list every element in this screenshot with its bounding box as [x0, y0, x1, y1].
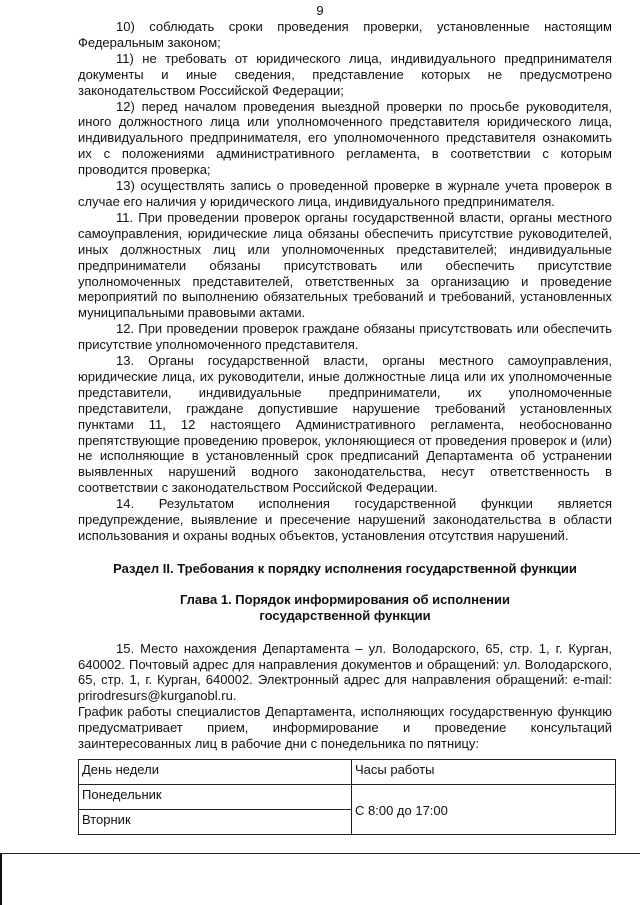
paragraph: 12. При проведении проверок граждане обязаны присутствовать или обеспечить присутствие уполномоченного представителя.: [78, 321, 612, 353]
section-heading: Раздел II. Требования к порядку исполнения государственной функции: [113, 560, 577, 576]
paragraph: 12) перед началом проведения выездной проверки по просьбе руководителя, иного должностного лица или уполномоченного представителя юридического лица, индивидуального предпринимателя, его уполномоченного представителя ознакомить их с положениями административного регламента, в соответствии с которым проводится проверка;: [78, 98, 612, 178]
table-header-day: День недели: [79, 760, 352, 785]
table-header-row: [79, 760, 616, 785]
table-cell-hours: С 8:00 до 17:00: [352, 785, 616, 835]
paragraph: 11. При проведении проверок органы государственной власти, органы местного самоуправления, юридические лица обязаны обеспечить присутствие руководителей, иных должностных лиц или уполномоченных представителей; индивидуальные предприниматели обязаны присутствовать или обеспечить присутствие уполномоченных представителей, ответственных за организацию и проведение мероприятий по выполнению обязательных требований и требований, установленных муниципальными правовыми актами.: [78, 209, 612, 321]
table-row: [79, 785, 616, 810]
table-header-hours: Часы работы: [352, 760, 616, 785]
table-cell-day: Понедельник: [79, 785, 352, 810]
paragraph: 10) соблюдать сроки проведения проверки, установленные настоящим Федеральным законом;: [78, 19, 612, 50]
chapter-heading-line2: государственной функции: [259, 607, 431, 623]
page-number: 9: [316, 3, 324, 18]
paragraph: 14. Результатом исполнения государственной функции является предупреждение, выявление и пресечение нарушений законодательства в области использования и охраны водных объектов, установления отсутствия нарушений.: [78, 496, 612, 543]
paragraph: 13) осуществлять запись о проведенной проверке в журнале учета проверок в случае его наличия у юридического лица, индивидуального предпринимателя.: [78, 178, 612, 209]
page-divider: [0, 853, 640, 854]
document-body: [78, 19, 612, 752]
page-edge-line: [0, 853, 2, 905]
table-cell-day: Вторник: [79, 810, 352, 835]
paragraph: 11) не требовать от юридического лица, индивидуального предпринимателя документы и иные сведения, представление которых не предусмотрено законодательством Российской Федерации;: [78, 50, 612, 98]
paragraph: 13. Органы государственной власти, органы местного самоуправления, юридические лица, их руководители, иные должностные лица или их уполномоченные представители, индивидуальные предприниматели, их уполномоченные представители, граждане допустившие нарушение требований установленных пунктами 11, 12 настоящего Административного регламента, необоснованно препятствующие проведению проверок, уклоняющиеся от проведения проверок и (или) не исполняющие в установленный срок предписаний Департамента об устранении выявленных нарушений водного законодательства, несут ответственность в соответствии с законодательством Российской Федерации.: [78, 353, 612, 496]
schedule-table: [78, 759, 616, 835]
paragraph-location: 15. Место нахождения Департамента – ул. Володарского, 65, стр. 1, г. Курган, 640002. Почтовый адрес для направления документов и обращений: ул. Володарского, 65, стр. 1, г. Курган, 640002. Электронный адрес для направления обращений: e-mail: prirodresurs@kurganobl.ru.: [78, 640, 612, 704]
paragraph-schedule: График работы специалистов Департамента, исполняющих государственную функцию предусматривает прием, информирование и проведение консультаций заинтересованных лиц в рабочие дни с понедельника по пятницу:: [78, 704, 612, 752]
chapter-heading-line1: Глава 1. Порядок информирования об исполнении: [179, 591, 511, 607]
